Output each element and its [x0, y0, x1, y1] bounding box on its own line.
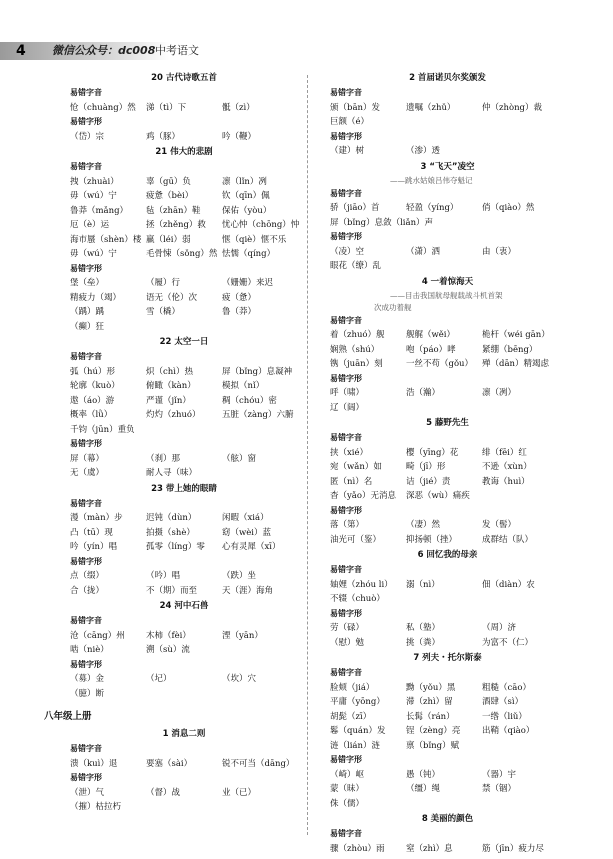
word-cell: （履）行 — [146, 278, 181, 288]
pronunciation-row — [70, 379, 298, 394]
word-cell: （坎）穴 — [222, 674, 257, 684]
form-label: 易错字形 — [330, 373, 362, 383]
word-cell: 凛（lǐn）冽 — [222, 176, 267, 187]
word-cell: 由（衷） — [482, 246, 517, 257]
word-cell: （跌）坐 — [222, 571, 257, 581]
word-cell: （摧）枯拉朽 — [70, 802, 122, 812]
word-cell: 遗嘱（zhǔ） — [406, 102, 456, 113]
word-cell: 轻盈（yíng） — [406, 203, 459, 213]
word-cell: 抑扬顿（挫） — [406, 534, 458, 545]
pronunciation-label: 易错字音 — [330, 188, 362, 198]
pronunciation-row — [330, 724, 565, 739]
word-cell: 平庸（yōng） — [330, 697, 385, 707]
word-cell: 不逊（xùn） — [482, 462, 532, 472]
word-cell: 闲暇（xiá） — [222, 513, 269, 523]
word-cell: 保佑（yòu） — [222, 205, 272, 216]
form-row — [70, 466, 298, 481]
word-cell: 黝（yǒu）黑 — [406, 682, 456, 693]
word-cell: 弧（hú）形 — [70, 366, 115, 377]
form-row — [330, 259, 565, 274]
word-cell — [222, 687, 298, 702]
form-label: 易错字形 — [330, 232, 362, 241]
word-cell: 杳（yǎo）无消息 — [330, 491, 396, 501]
pronunciation-row — [70, 423, 298, 438]
word-cell: 娴熟（shú） — [330, 344, 380, 355]
grade-heading: 八年级上册 — [44, 711, 92, 722]
word-cell: （潇）洒 — [406, 246, 441, 257]
word-cell: 颁（bān）发 — [330, 102, 380, 113]
form-row — [70, 786, 298, 801]
word-cell: 鲁莽（mǎng） — [70, 205, 129, 216]
pronunciation-row — [70, 365, 298, 380]
word-cell: （督）战 — [146, 787, 181, 798]
form-label: 易错字形 — [330, 755, 362, 764]
word-cell: 啮（niè） — [70, 645, 109, 655]
pronunciation-row — [330, 328, 565, 343]
pronunciation-row — [70, 218, 298, 233]
word-cell: 无（虞） — [70, 468, 105, 478]
word-cell: 匿（nì）名 — [330, 476, 373, 487]
word-cell — [482, 489, 558, 504]
word-cell — [482, 259, 558, 274]
word-cell: （姗姗）来迟 — [222, 278, 274, 288]
word-cell — [482, 592, 558, 607]
word-cell: 毛骨悚（sǒng）然 — [146, 249, 218, 259]
word-cell: （泄）气 — [70, 787, 105, 798]
form-label: 易错字形 — [70, 773, 102, 782]
lesson-title: 4 一着惊海天 — [421, 276, 474, 287]
word-cell: 挑（粪） — [406, 637, 441, 648]
word-cell: 天（涯）海角 — [222, 585, 274, 596]
word-cell: 雪（橇） — [146, 307, 181, 317]
word-cell: 孤零（líng）零 — [146, 542, 205, 552]
word-cell: 胡髭（zī） — [330, 711, 372, 722]
pronunciation-label: 易错字音 — [330, 565, 362, 574]
word-cell: 怆（chuàng）然 — [70, 102, 136, 113]
form-row — [330, 533, 565, 548]
word-cell: 俯瞰（kàn） — [146, 381, 196, 391]
word-cell: 概率（lǜ） — [70, 410, 113, 420]
form-label: 易错字形 — [70, 439, 102, 448]
word-cell: 发（髻） — [482, 520, 517, 530]
word-cell — [482, 797, 558, 812]
word-cell — [222, 320, 298, 335]
pronunciation-label: 易错字音 — [330, 668, 362, 677]
word-cell: 漫（màn）步 — [70, 513, 123, 523]
word-cell: （臆）断 — [70, 688, 105, 699]
form-row — [70, 800, 298, 815]
pronunciation-label: 易错字音 — [70, 616, 102, 625]
pronunciation-row — [330, 592, 565, 607]
word-cell: 钦（qīn）佩 — [222, 191, 270, 201]
word-cell: 出鞘（qiào） — [482, 726, 535, 736]
word-cell: 侏（儒） — [330, 798, 365, 809]
pronunciation-label: 易错字音 — [330, 88, 362, 97]
pronunciation-row — [330, 201, 565, 216]
lesson-title: 7 列夫・托尔斯泰 — [413, 653, 482, 663]
pronunciation-row — [330, 216, 565, 231]
word-cell: 毡（zhān）鞋 — [146, 205, 201, 216]
word-cell: 严谨（jǐn） — [146, 395, 191, 406]
book-title: 中考语文 — [155, 44, 199, 57]
word-cell: 海市蜃（shèn）楼 — [70, 234, 142, 245]
word-cell: 锃（zèng）亮 — [406, 726, 461, 736]
word-cell: 稠（chóu）密 — [222, 395, 277, 406]
pronunciation-label: 易错字音 — [70, 352, 102, 361]
lesson-title: 2 首届诺贝尔奖颁发 — [409, 73, 486, 83]
word-cell: 鬈（quán）发 — [330, 726, 386, 736]
form-row — [330, 386, 565, 401]
pronunciation-label: 易错字音 — [70, 498, 102, 508]
word-cell: 成群结（队） — [482, 534, 534, 545]
pronunciation-row — [330, 460, 565, 475]
word-cell: 呼（啸） — [330, 388, 365, 398]
pronunciation-row — [70, 101, 298, 116]
pronunciation-label: 易错字音 — [330, 315, 362, 325]
word-cell: 业（已） — [222, 787, 257, 798]
form-row — [70, 569, 298, 584]
form-row — [70, 320, 298, 335]
form-label: 易错字形 — [70, 659, 102, 669]
word-cell: 屏（bǐng）息敛（liǎn）声 — [330, 217, 434, 228]
word-cell: 教诲（huì） — [482, 476, 530, 487]
word-cell: 挟（xié） — [330, 447, 369, 458]
pronunciation-row — [330, 739, 565, 754]
word-cell: （渗）透 — [406, 146, 441, 156]
word-cell — [406, 259, 482, 274]
pronunciation-row — [330, 710, 565, 725]
form-row — [70, 291, 298, 306]
word-cell: 拍摄（shè） — [146, 527, 195, 538]
word-cell: （崎）岖 — [330, 769, 365, 780]
word-cell: 仲（zhòng）裁 — [482, 102, 542, 113]
word-cell: 凛（冽） — [482, 388, 517, 398]
form-row — [330, 518, 565, 533]
word-cell — [443, 216, 504, 231]
form-row — [330, 401, 565, 416]
word-cell: （凌）空 — [330, 246, 365, 257]
form-label: 易错字形 — [70, 556, 102, 566]
word-cell: 禀（bǐng）赋 — [406, 740, 460, 751]
form-row — [70, 672, 298, 687]
word-cell: 涕（tì）下 — [146, 102, 187, 113]
word-cell — [406, 115, 482, 130]
form-row — [70, 276, 298, 291]
word-cell — [222, 423, 298, 438]
word-cell — [482, 144, 558, 159]
pronunciation-row — [70, 757, 298, 772]
form-row — [70, 452, 298, 467]
form-label: 易错字形 — [330, 505, 362, 515]
word-cell: （吟）唱 — [146, 571, 181, 581]
word-cell: 毋（wú）宁 — [70, 249, 117, 259]
pronunciation-row — [330, 681, 565, 696]
lesson-title: 6 回忆我的母亲 — [417, 550, 478, 560]
word-cell: （募）金 — [70, 674, 105, 684]
pronunciation-row — [70, 526, 298, 541]
word-cell: 骶（zì） — [222, 102, 255, 113]
form-row — [330, 768, 565, 783]
word-cell: 辽（阔） — [330, 402, 365, 413]
word-cell: 脸颊（jiá） — [330, 682, 375, 693]
word-cell: 吟（yín）唱 — [70, 542, 117, 552]
lesson-title: 5 藤野先生 — [426, 418, 469, 428]
word-cell — [222, 466, 298, 481]
pronunciation-row — [70, 629, 298, 644]
word-cell: （圮） — [146, 674, 172, 684]
form-label: 易错字形 — [330, 608, 362, 618]
pronunciation-row — [330, 101, 565, 116]
word-cell: 炽（chì）热 — [146, 366, 193, 377]
word-cell: 疲（惫） — [222, 292, 257, 303]
word-cell: （建）树 — [330, 146, 365, 156]
pronunciation-row — [70, 511, 298, 526]
word-cell: 樱（yīng）花 — [406, 447, 459, 458]
column-divider — [307, 75, 308, 835]
word-cell: 酒肆（sì） — [482, 697, 524, 707]
pronunciation-label: 易错字音 — [330, 433, 362, 442]
word-cell: （癫）狂 — [70, 321, 105, 332]
word-cell: 涟（lián）涟 — [330, 740, 380, 751]
word-cell: 堡（垒） — [70, 278, 105, 288]
word-cell: 点（缀） — [70, 571, 105, 581]
form-row — [330, 621, 565, 636]
pronunciation-row — [330, 842, 565, 857]
word-cell: 浩（瀚） — [406, 388, 441, 398]
word-cell: 鲁（莽） — [222, 307, 257, 317]
word-cell: 拯（zhěng）救 — [146, 220, 206, 230]
pronunciation-row — [330, 475, 565, 490]
pronunciation-row — [330, 489, 565, 504]
word-cell: 为富不（仁） — [482, 637, 534, 648]
word-cell: （踽）踽 — [70, 307, 105, 317]
lesson-subtitle: ——跳水姑娘吕伟夺魁记 — [390, 175, 473, 185]
word-cell: 骤（zhòu）雨 — [330, 843, 385, 854]
word-cell: 绯（fēi）红 — [482, 447, 527, 458]
form-row — [330, 782, 565, 797]
word-cell: 羸（léi）弱 — [146, 234, 191, 245]
word-cell: 着（zhuó）舰 — [330, 330, 385, 340]
word-cell: 巨额（é） — [330, 117, 370, 127]
word-cell: 禁（锢） — [482, 784, 517, 794]
word-cell — [222, 643, 298, 658]
form-row — [330, 636, 565, 651]
form-label: 易错字形 — [330, 131, 362, 141]
pronunciation-label: 易错字音 — [70, 162, 102, 171]
word-cell: （缰）绳 — [406, 784, 441, 794]
word-cell: 溯（sù）流 — [146, 645, 190, 655]
word-cell: 吟（鞭） — [222, 131, 257, 142]
word-cell: 蒙（昧） — [330, 784, 365, 794]
pronunciation-row — [330, 115, 565, 130]
pronunciation-label: 易错字音 — [70, 88, 102, 97]
word-cell: （舷）窗 — [222, 453, 257, 464]
word-cell — [406, 592, 482, 607]
word-cell: 溺（nì） — [406, 579, 440, 590]
word-cell: 愚（钝） — [406, 769, 441, 780]
pronunciation-row — [330, 446, 565, 461]
word-cell: （器）宇 — [482, 769, 517, 780]
pronunciation-label: 易错字音 — [330, 829, 362, 838]
word-cell: （慰）勉 — [330, 637, 365, 648]
word-cell: 溃（kuì）退 — [70, 758, 118, 769]
word-cell: 灼灼（zhuó） — [146, 410, 201, 420]
word-cell: 油光可（鉴） — [330, 534, 382, 545]
word-cell — [146, 320, 222, 335]
word-cell: 一丝不苟（gǒu） — [406, 359, 474, 369]
word-cell: 语无（伦）次 — [146, 292, 198, 303]
form-row — [330, 797, 565, 812]
word-cell: 落（第） — [330, 520, 365, 530]
word-cell: 怯懦（qíng） — [222, 249, 276, 259]
word-cell: 锐不可当（dāng） — [222, 758, 295, 769]
word-cell: 合（拢） — [70, 585, 105, 596]
form-row — [70, 130, 298, 145]
word-cell: 窒（zhì）息 — [406, 843, 453, 854]
word-cell: 厄（è）运 — [70, 220, 110, 230]
word-cell: 咆（páo）哮 — [406, 344, 456, 355]
word-cell: 湮（yān） — [222, 630, 263, 641]
spacer — [70, 701, 298, 706]
word-cell: 诘（jié）责 — [406, 476, 451, 487]
pronunciation-row — [70, 204, 298, 219]
word-cell: （岱）宗 — [70, 131, 105, 142]
word-cell: 千钧（jūn）重负 — [70, 424, 135, 435]
word-cell: 毋（wú）宁 — [70, 191, 117, 201]
form-label: 易错字形 — [70, 263, 102, 273]
word-cell — [482, 401, 558, 416]
pronunciation-row — [70, 394, 298, 409]
word-cell: 忧心忡（chōng）忡 — [222, 220, 300, 230]
pronunciation-row — [330, 695, 565, 710]
lesson-title: 20 古代诗歌五首 — [151, 73, 217, 83]
word-cell: 遨（áo）游 — [70, 395, 115, 406]
word-cell: 私（塾） — [406, 623, 441, 633]
form-row — [330, 144, 565, 159]
word-cell: （凄）然 — [406, 520, 441, 530]
word-cell: 佃（diàn）农 — [482, 579, 535, 590]
word-cell: （刹）那 — [146, 453, 181, 464]
word-cell — [222, 800, 298, 815]
lesson-title: 3 “飞天”凌空 — [420, 161, 475, 172]
word-cell: 耐人寻（味） — [146, 468, 198, 478]
right-column — [330, 70, 565, 856]
pronunciation-row — [330, 357, 565, 372]
word-cell: 一绺（liǔ） — [482, 711, 527, 722]
word-cell: 筋（jīn）疲力尽 — [482, 843, 544, 854]
word-cell: 惬（qiè）惬不乐 — [222, 234, 287, 245]
pronunciation-row — [70, 408, 298, 423]
word-cell: 沧（cāng）州 — [70, 630, 125, 641]
word-cell — [406, 797, 482, 812]
word-cell — [146, 687, 222, 702]
word-cell: 屏（幕） — [70, 453, 105, 464]
pronunciation-row — [70, 175, 298, 190]
page-number: 4 — [16, 43, 26, 59]
word-cell — [482, 115, 558, 130]
word-cell: 舰艉（wěi） — [406, 330, 456, 340]
word-cell: 窈（wèi）蓝 — [222, 527, 272, 538]
lesson-title: 21 伟大的悲剧 — [155, 147, 213, 157]
word-cell: 心有灵犀（xī） — [222, 542, 281, 552]
word-cell: 精疲力（竭） — [70, 292, 122, 303]
left-column — [44, 70, 300, 815]
word-cell: 桅杆（wéi gān） — [482, 330, 550, 340]
word-cell: 畸（jī）形 — [406, 462, 446, 472]
word-cell: 迟钝（dùn） — [146, 513, 197, 523]
word-cell — [504, 216, 565, 231]
form-row — [70, 584, 298, 599]
word-cell: 不辍（chuò） — [330, 594, 385, 604]
lesson-title: 8 美丽的颜色 — [421, 814, 474, 824]
lesson-subtitle: ——目击我国航母舰载战斗机首架 — [390, 290, 503, 300]
word-cell: 俏（qiào）然 — [482, 203, 535, 213]
word-cell: 劳（碌） — [330, 623, 365, 633]
word-cell: 深恶（wù）痛疾 — [406, 491, 470, 501]
pronunciation-row — [330, 578, 565, 593]
word-cell: 妯娌（zhóu li） — [330, 579, 393, 590]
word-cell — [482, 739, 558, 754]
pronunciation-row — [70, 247, 298, 262]
form-row — [70, 687, 298, 702]
pronunciation-row — [70, 189, 298, 204]
word-cell — [146, 423, 222, 438]
word-cell: 不（期）而至 — [146, 585, 198, 596]
word-cell: 鸡（豚） — [146, 131, 181, 142]
word-cell: 长髯（rán） — [406, 711, 455, 722]
word-cell: 粗糙（cāo） — [482, 682, 531, 693]
lesson-title: 24 河中石兽 — [159, 601, 209, 611]
word-cell: 凸（tū）现 — [70, 527, 113, 538]
word-cell — [146, 800, 222, 815]
word-cell: 紧绷（bēng） — [482, 344, 538, 355]
pronunciation-row — [70, 540, 298, 555]
word-cell: （周）济 — [482, 623, 517, 633]
word-cell: 辜（gū）负 — [146, 176, 191, 187]
lesson-subtitle: 次成功着舰 — [374, 302, 412, 312]
word-cell: 要塞（sài） — [146, 758, 193, 769]
word-cell: 骄（jiāo）首 — [330, 203, 380, 213]
word-cell: 模拟（nǐ） — [222, 381, 265, 391]
pronunciation-row — [330, 343, 565, 358]
word-cell: 五脏（zàng）六腑 — [222, 410, 294, 420]
word-cell: 宛（wǎn）如 — [330, 462, 382, 472]
pronunciation-row — [70, 233, 298, 248]
word-cell: 轮廓（kuò） — [70, 381, 120, 391]
form-row — [70, 305, 298, 320]
wechat-id: 微信公众号：dc008 — [52, 44, 156, 57]
word-cell: 疲惫（bèi） — [146, 191, 194, 201]
word-cell: 眼花（缭）乱 — [330, 261, 382, 271]
form-row — [330, 245, 565, 260]
word-cell: 木柿（fèi） — [146, 630, 191, 641]
pronunciation-label: 易错字音 — [70, 744, 102, 753]
word-cell: 拽（zhuài） — [70, 176, 119, 187]
pronunciation-row — [70, 643, 298, 658]
word-cell: 滞（zhì）留 — [406, 697, 453, 707]
lesson-title: 23 带上她的眼睛 — [151, 483, 217, 494]
word-cell: 屏（bǐng）息凝神 — [222, 366, 293, 377]
word-cell — [406, 401, 482, 416]
page-header — [0, 0, 613, 59]
lesson-title: 1 消息二则 — [162, 729, 206, 739]
word-cell: 殚（dān）精竭虑 — [482, 359, 549, 369]
form-label: 易错字形 — [70, 117, 102, 126]
word-cell: 镌（juān）刻 — [330, 359, 383, 369]
lesson-title: 22 太空一日 — [159, 337, 209, 347]
